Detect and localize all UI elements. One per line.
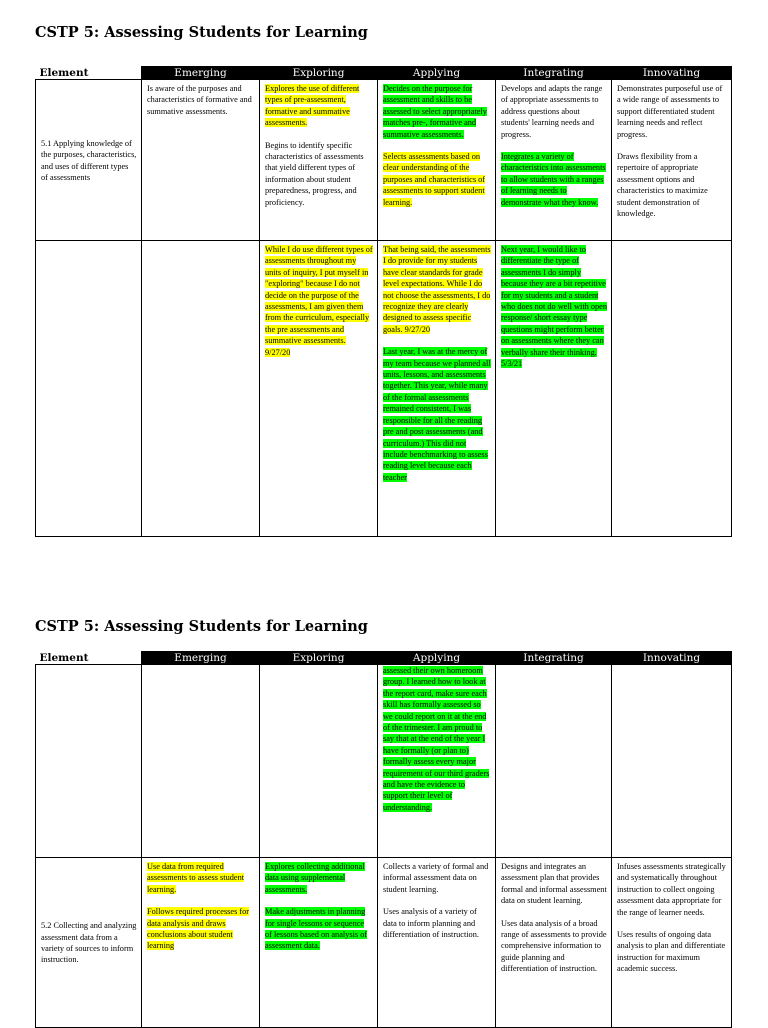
cell-paragraph xyxy=(265,140,373,208)
cell-text: Uses analysis of a variety of data to inform planning and differentiation of instruction. xyxy=(383,907,479,940)
page-title: CSTP 5: Assessing Students for Learning xyxy=(35,618,368,635)
highlighted-text: Last year, I was at the mercy of my team because we planned all units, lessons, and assessments together. This year, while many of the formal assessments remained consistent, I was responsible for all the reading pre and post assessments (and curriculum.) This did not include benchmarking to assess reading level because each teacher xyxy=(383,347,491,482)
rubric-cell xyxy=(496,858,612,1028)
cell-paragraph xyxy=(383,861,491,895)
cell-paragraph xyxy=(501,918,607,975)
cell-paragraph xyxy=(383,244,491,335)
highlighted-text: assessed their own homeroom group. I learned how to look at the report card, make sure each skill has formally assessed so we could report on it at the end of the trimester. I am proud to say that at the end of the year I have formally (or plan to) formally assess every major requirement of our third graders and have the evidence to support their level of understanding. xyxy=(383,666,490,812)
header-row xyxy=(36,67,732,80)
cell-text: Uses results of ongoing data analysis to plan and differentiate instruction for maximum academic success. xyxy=(617,930,726,974)
table-row xyxy=(36,241,732,537)
cell-paragraph xyxy=(383,151,491,208)
rubric-cell xyxy=(142,858,260,1028)
highlighted-text: Integrates a variety of characteristics into assessments to allow students with a ranges of learning needs to demonstrate what they know. xyxy=(501,152,606,207)
rubric-cell xyxy=(612,241,732,537)
cell-text: Develops and adapts the range of appropriate assessments to address questions about students' learning needs and progress. xyxy=(501,84,603,139)
table-row xyxy=(36,858,732,1028)
cell-paragraph xyxy=(265,83,373,129)
cell-paragraph xyxy=(501,83,607,140)
rubric-cell xyxy=(260,241,378,537)
column-header-element: Element xyxy=(36,652,142,665)
column-header-emerging: Emerging xyxy=(142,67,260,80)
cell-paragraph xyxy=(383,906,491,940)
cell-paragraph xyxy=(383,665,491,813)
rubric-cell xyxy=(142,241,260,537)
rubric-cell xyxy=(612,80,732,241)
column-header-integrating: Integrating xyxy=(496,67,612,80)
cell-paragraph xyxy=(383,83,491,140)
element-cell xyxy=(36,241,142,537)
cell-text: Uses data analysis of a broad range of assessments to provide comprehensive information to guide planning and differentiation of instruction. xyxy=(501,918,607,974)
cell-paragraph xyxy=(147,906,255,952)
element-cell xyxy=(36,858,142,1028)
rubric-cell xyxy=(378,858,496,1028)
table-row xyxy=(36,665,732,858)
highlighted-text: Use data from required assessments to assess student learning. xyxy=(147,862,245,894)
rubric-cell xyxy=(142,80,260,241)
highlighted-text: Explores collecting additional data using supplemental assessments. xyxy=(265,862,365,894)
element-label: 5.1 Applying knowledge of the purposes, characteristics, and uses of different types of assessments xyxy=(41,138,137,182)
column-header-emerging: Emerging xyxy=(142,652,260,665)
cell-paragraph xyxy=(147,83,255,117)
header-row xyxy=(36,652,732,665)
rubric-cell xyxy=(612,858,732,1028)
rubric-cell xyxy=(142,665,260,858)
rubric-cell xyxy=(496,665,612,858)
cell-text: Demonstrates purposeful use of a wide range of assessments to support differentiated student learning needs and reflect progress. xyxy=(617,84,723,139)
rubric-cell xyxy=(496,80,612,241)
column-header-integrating: Integrating xyxy=(496,652,612,665)
element-cell xyxy=(36,80,142,241)
cell-paragraph xyxy=(501,861,607,907)
element-label: 5.2 Collecting and analyzing assessment data from a variety of sources to inform instruction. xyxy=(41,921,137,965)
highlighted-text: Follows required processes for data analysis and draws conclusions about student learning xyxy=(147,907,250,951)
rubric-cell xyxy=(496,241,612,537)
column-header-exploring: Exploring xyxy=(260,67,378,80)
rubric-cell xyxy=(260,858,378,1028)
rubric-table xyxy=(35,66,732,537)
rubric-table xyxy=(35,651,732,1028)
highlighted-text: Decides on the purpose for assessment and skills to be assessed to select appropriately matches pre-, formative and summative assessments. xyxy=(383,84,487,139)
highlighted-text: Next year, I would like to differentiate the type of assessments I do simply because they are a bit repetitive for my students and a student who does not do well with open response/ short essay type questions might perform better on assessments where they can verbally share their thinking. 5/3/21 xyxy=(501,245,608,369)
column-header-applying: Applying xyxy=(378,67,496,80)
rubric-cell xyxy=(378,665,496,858)
rubric-cell xyxy=(260,665,378,858)
cell-text: Begins to identify specific characteristics of assessments that yield different types of information about student preparedness, progress, and proficiency. xyxy=(265,140,364,207)
cell-paragraph xyxy=(265,906,373,952)
column-header-applying: Applying xyxy=(378,652,496,665)
cell-paragraph xyxy=(501,151,607,208)
table-row xyxy=(36,80,732,241)
column-header-innovating: Innovating xyxy=(612,67,732,80)
highlighted-text: That being said, the assessments I do provide for my students have clear standards for grade level expectations. While I do not choose the assessments, I do recognize they are clearly designed to assess specific goals. 9/27/20 xyxy=(383,245,491,334)
cell-text: Collects a variety of formal and informal assessment data on student learning. xyxy=(383,862,489,894)
cell-paragraph xyxy=(265,244,373,358)
cell-paragraph xyxy=(617,151,727,219)
rubric-cell xyxy=(378,80,496,241)
column-header-exploring: Exploring xyxy=(260,652,378,665)
cell-text: Draws flexibility from a repertoire of appropriate assessment options and characteristics to maximize student demonstration of knowledge. xyxy=(617,152,708,219)
column-header-element: Element xyxy=(36,67,142,80)
cell-paragraph xyxy=(501,244,607,369)
highlighted-text: While I do use different types of assessments throughout my units of inquiry, I put myself in "exploring" because I do not decide on the purpose of the assessments, I am given them from the curriculum, especially the pre assessments and summative assessments. 9/27/20 xyxy=(265,245,373,357)
cell-paragraph xyxy=(265,861,373,895)
cell-paragraph xyxy=(383,346,491,483)
page-title: CSTP 5: Assessing Students for Learning xyxy=(35,24,368,41)
cell-paragraph xyxy=(617,861,727,918)
element-cell xyxy=(36,665,142,858)
highlighted-text: Explores the use of different types of pre-assessment, formative and summative assessments. xyxy=(265,84,360,128)
highlighted-text: Make adjustments in planning for single lessons or sequence of lessons based on analysis of assessment data. xyxy=(265,907,368,951)
cell-text: Designs and integrates an assessment plan that provides formal and informal assessment data on student learning. xyxy=(501,862,607,906)
cell-text: Infuses assessments strategically and systematically throughout instruction to collect ongoing assessment data appropriate for the range of learner needs. xyxy=(617,862,726,917)
highlighted-text: Selects assessments based on clear understanding of the purposes and characteristics of assessments to support student learning. xyxy=(383,152,486,207)
rubric-cell xyxy=(260,80,378,241)
column-header-innovating: Innovating xyxy=(612,652,732,665)
cell-paragraph xyxy=(617,83,727,140)
cell-paragraph xyxy=(147,861,255,895)
rubric-cell xyxy=(378,241,496,537)
cell-paragraph xyxy=(617,929,727,975)
rubric-cell xyxy=(612,665,732,858)
cell-text: Is aware of the purposes and characteristics of formative and summative assessments. xyxy=(147,84,252,116)
